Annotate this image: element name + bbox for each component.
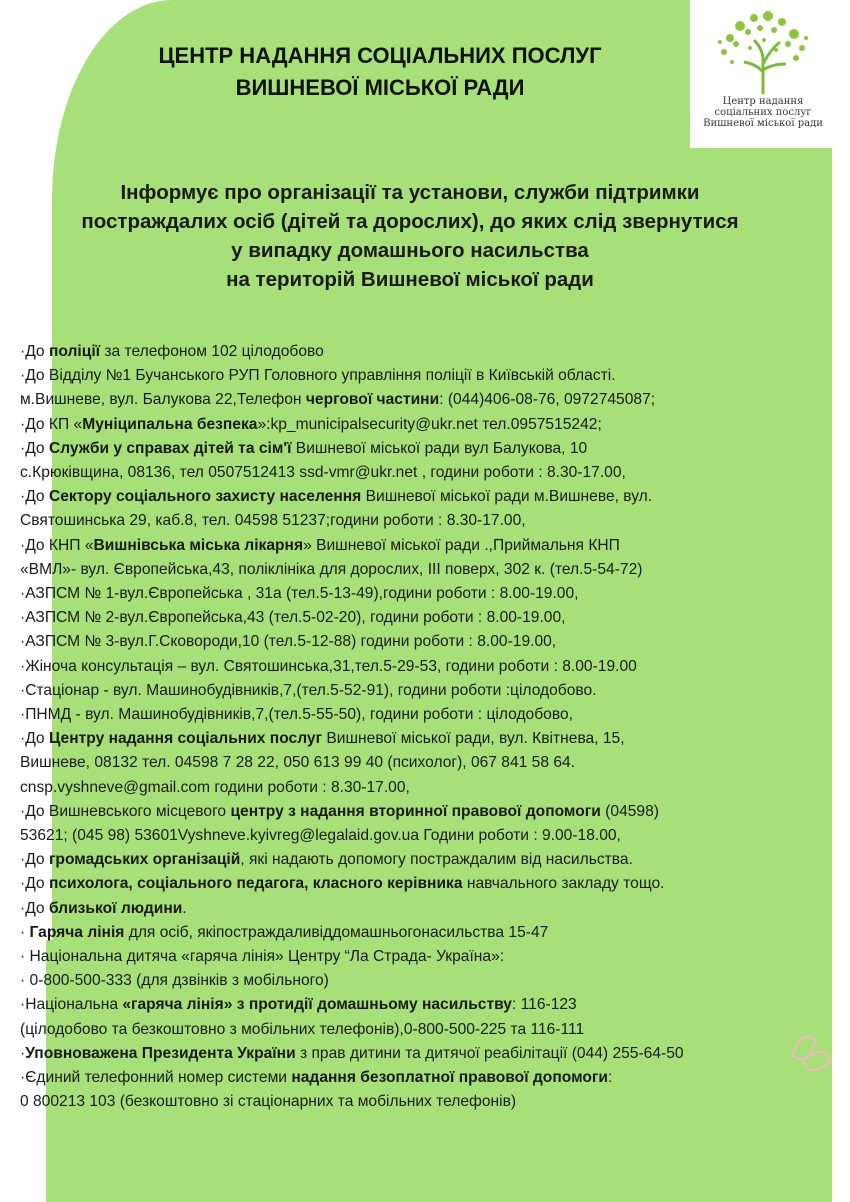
text-segment: Святошинська 29, каб.8, тел. 04598 51237;години роботи : 8.30-17.00, [20, 512, 526, 530]
intro-heading: Інформує про організації та установи, служби підтримки постраждалих осіб (дітей та дорослих), до яких слід звернутися у випадку домашнього насильства на територій Вишневої міської ради [81, 181, 739, 291]
text-segment: Вишневої міської ради, вул. Квітнева, 15, [322, 730, 625, 748]
list-item [20, 703, 835, 727]
list-item [20, 509, 835, 533]
text-segment: »:kp_municipalsecurity@ukr.net тел.0957515242; [257, 415, 602, 433]
text-segment: ·ПНМД - вул. Машинобудівників,7,(тел.5-55-50), години роботи : цілодобово, [20, 706, 573, 724]
list-item [20, 679, 835, 703]
list-item [20, 921, 835, 945]
list-item [20, 1090, 835, 1114]
text-segment: ·До [20, 899, 49, 917]
text-segment: Вишневої міської ради вул Балукова, 10 [291, 439, 588, 457]
text-segment: 0 800213 103 (безкоштовно зі стаціонарних та мобільних телефонів) [20, 1093, 517, 1111]
text-segment: навчального закладу тощо. [462, 875, 665, 893]
text-segment: · [20, 1044, 26, 1062]
text-segment: · Національна дитяча «гаряча лінія» Центру “Ла Страда- Україна»: [20, 948, 505, 966]
list-item [20, 388, 835, 412]
bold-text: громадських організацій [48, 851, 241, 869]
list-item [20, 582, 835, 606]
text-segment: Вишневої міської ради м.Вишневе, вул. [361, 488, 653, 506]
list-item [20, 437, 835, 461]
text-segment: м.Вишневе, вул. Балукова 22,Телефон [20, 391, 306, 409]
text-segment: ·До [20, 875, 49, 893]
text-segment: , які надають допомогу постраждалим від насильства. [240, 851, 633, 869]
bold-text: «гаряча лінія» з протидії домашньому насильству [122, 996, 512, 1014]
text-segment: ·До КП « [20, 415, 83, 433]
list-item [20, 1066, 835, 1090]
text-segment: ·Єдиний телефонний номер системи [20, 1069, 292, 1087]
title-line-2: ВИШНЕВОЇ МІСЬКОЇ РАДИ [235, 75, 525, 100]
text-segment: ·Жіноча консультація – вул. Святошинська,31,тел.5-29-53, години роботи : 8.00-19.00 [20, 657, 637, 675]
text-segment: » Вишневої міської ради .,Приймальня КНП [303, 536, 620, 554]
list-item [20, 751, 835, 775]
list-item [20, 485, 835, 509]
list-item [20, 945, 835, 969]
list-item [20, 1042, 835, 1066]
bold-text: Вишнівська міська лікарня [93, 536, 304, 554]
text-segment: ·До Вишневського місцевого [20, 802, 231, 820]
page-title [80, 40, 680, 104]
bold-text: Уповноважена Президента України [25, 1044, 296, 1062]
text-segment: ·До [20, 343, 49, 360]
text-segment: · [20, 923, 30, 941]
text-segment: : (044)406-08-76, 0972745087; [439, 391, 656, 409]
text-segment: ·АЗПСМ № 2-вул.Європейська,43 (тел.5-02-20), години роботи : 8.00-19.00, [20, 609, 566, 627]
list-item [20, 727, 835, 751]
bold-text: близької людини [48, 899, 183, 917]
list-item [20, 655, 835, 679]
text-segment: 53621; (045 98) 53601Vyshneve.kyivreg@legalaid.gov.ua Години роботи : 9.00-18.00, [20, 827, 621, 845]
text-segment: з прав дитини та дитячої реабілітації (044) 255-64-50 [295, 1044, 684, 1062]
text-segment: · 0-800-500-333 (для дзвінків з мобільного) [20, 972, 329, 990]
bold-text: поліції [48, 343, 101, 360]
list-item [20, 364, 835, 388]
text-segment: (04598) [600, 802, 659, 820]
bold-text: центру з надання вторинної правової допомоги [230, 802, 601, 820]
list-item [20, 872, 835, 896]
list-item [20, 630, 835, 654]
text-segment: ·До [20, 439, 49, 457]
tree-icon [710, 8, 816, 96]
bold-text: Служби у справах дітей та сім'ї [48, 439, 292, 457]
text-segment: ·АЗПСМ № 1-вул.Європейська , 31а (тел.5-13-49),години роботи : 8.00-19.00, [20, 585, 579, 603]
contacts-list [20, 340, 835, 1115]
list-item [20, 848, 835, 872]
text-segment: для осіб, якіпостраждаливіддомашньогонасильства 15-47 [124, 923, 549, 941]
text-segment: ·До [20, 851, 49, 869]
text-segment: за телефоном 102 цілодобово [100, 343, 324, 360]
list-item [20, 558, 835, 582]
bold-text: Центру надання соціальних послуг [48, 730, 323, 748]
list-item [20, 897, 835, 921]
text-segment: с.Крюківщина, 08136, тел 0507512413 ssd-vmr@ukr.net , години роботи : 8.30-17.00, [20, 464, 626, 482]
logo [690, 0, 836, 148]
text-segment: ·АЗПСМ № 3-вул.Г.Сковороди,10 (тел.5-12-88) години роботи : 8.00-19.00, [20, 633, 557, 651]
list-item [20, 413, 835, 437]
bold-text: Сектору соціального захисту населення [48, 488, 362, 506]
list-item [20, 340, 835, 364]
text-segment: (цілодобово та безкоштовно з мобільних телефонів),0-800-500-225 та 116-111 [20, 1020, 585, 1038]
bold-text: надання безоплатної правової допомоги [291, 1069, 609, 1087]
list-item [20, 1018, 835, 1042]
bold-text: психолога, соціального педагога, класного керівника [48, 875, 463, 893]
list-item [20, 800, 835, 824]
list-item [20, 993, 835, 1017]
list-item [20, 969, 835, 993]
text-segment: ·До КНП « [20, 536, 94, 554]
text-segment: ·До [20, 488, 49, 506]
text-segment: «ВМЛ»- вул. Європейська,43, поліклініка для дорослих, ІІІ поверх, 302 к. (тел.5-54-72) [20, 560, 643, 578]
list-item [20, 824, 835, 848]
text-segment: cnsp.vyshneve@gmail.com години роботи : 8.30-17.00, [20, 778, 410, 796]
text-segment: ·Стаціонар - вул. Машинобудівників,7,(тел.5-52-91), години роботи :цілодобово. [20, 681, 597, 699]
text-segment: ·До [20, 730, 49, 748]
text-segment: ·До Відділу №1 Бучанського РУП Головного управління поліції в Київській області. [20, 367, 616, 385]
text-segment: : [608, 1069, 613, 1087]
list-item [20, 534, 835, 558]
list-item [20, 461, 835, 485]
text-segment: ·Національна [20, 996, 123, 1014]
text-segment: : 116-123 [511, 996, 577, 1014]
list-item [20, 776, 835, 800]
bold-text: Гаряча лінія [29, 923, 125, 941]
text-segment: . [182, 899, 187, 917]
bold-text: Муніципальна безпека [82, 415, 258, 433]
text-segment: Вишневе, 08132 тел. 04598 7 28 22, 050 613 99 40 (психолог), 067 841 58 64. [20, 754, 576, 772]
title-line-1: ЦЕНТР НАДАННЯ СОЦІАЛЬНИХ ПОСЛУГ [158, 43, 602, 68]
list-item [20, 606, 835, 630]
bold-text: чергової частини [305, 391, 440, 409]
logo-caption: Центр надання соціальних послуг Вишневої міської ради [703, 96, 823, 129]
